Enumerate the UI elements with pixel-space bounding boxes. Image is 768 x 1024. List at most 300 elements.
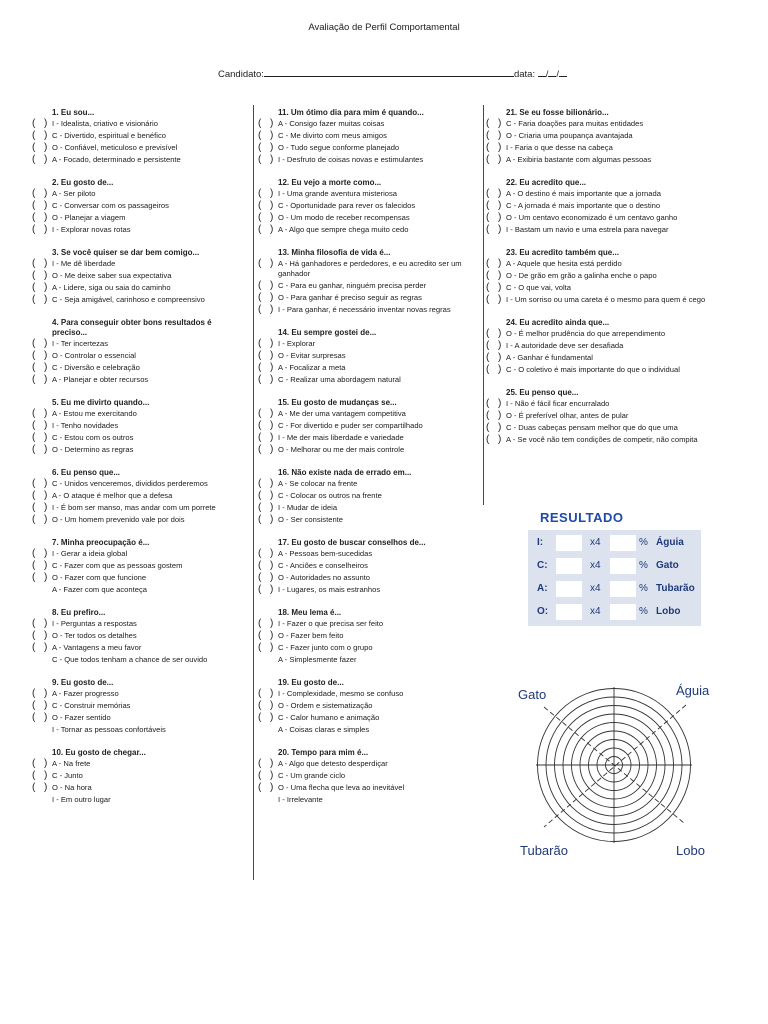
answer-option[interactable] — [32, 142, 247, 154]
answer-box-close[interactable]: ) — [44, 374, 48, 385]
answer-box-open[interactable]: ( — [258, 514, 262, 525]
answer-option[interactable] — [486, 422, 716, 434]
answer-option[interactable] — [32, 688, 247, 700]
answer-box-close[interactable]: ) — [270, 350, 274, 361]
candidate-name-field[interactable] — [264, 67, 514, 77]
answer-box-close[interactable]: ) — [270, 280, 274, 291]
answer-box-close[interactable]: ) — [270, 154, 274, 165]
answer-option[interactable] — [258, 292, 473, 304]
answer-option[interactable] — [258, 118, 473, 130]
answer-box-open[interactable]: ( — [258, 408, 262, 419]
answer-box-open[interactable]: ( — [32, 362, 36, 373]
answer-box-close[interactable]: ) — [270, 420, 274, 431]
answer-option[interactable] — [486, 224, 716, 236]
answer-option[interactable] — [258, 408, 473, 420]
answer-box-open[interactable]: ( — [486, 328, 490, 339]
answer-option[interactable] — [486, 154, 716, 166]
answer-box-open[interactable]: ( — [258, 688, 262, 699]
answer-box-close[interactable]: ) — [270, 338, 274, 349]
answer-box-close[interactable]: ) — [44, 282, 48, 293]
answer-box-open[interactable]: ( — [258, 758, 262, 769]
answer-box-close[interactable]: ) — [44, 432, 48, 443]
answer-option[interactable] — [258, 712, 473, 724]
answer-box-close[interactable]: ) — [270, 200, 274, 211]
percent-input[interactable] — [610, 604, 636, 620]
answer-box-close[interactable]: ) — [270, 258, 274, 269]
answer-box-open[interactable]: ( — [258, 548, 262, 559]
answer-option[interactable] — [258, 514, 473, 526]
answer-option[interactable] — [258, 618, 473, 630]
answer-option[interactable] — [486, 282, 716, 294]
answer-option[interactable] — [32, 514, 247, 526]
answer-option[interactable] — [32, 700, 247, 712]
answer-box-open[interactable]: ( — [486, 270, 490, 281]
answer-option[interactable] — [32, 420, 247, 432]
answer-box-close[interactable]: ) — [498, 340, 502, 351]
answer-box-close[interactable]: ) — [498, 188, 502, 199]
answer-box-close[interactable]: ) — [270, 642, 274, 653]
answer-box-open[interactable]: ( — [486, 410, 490, 421]
answer-box-open[interactable]: ( — [32, 758, 36, 769]
answer-option[interactable] — [32, 770, 247, 782]
answer-box-close[interactable]: ) — [44, 712, 48, 723]
answer-box-close[interactable]: ) — [44, 154, 48, 165]
answer-box-close[interactable]: ) — [270, 292, 274, 303]
answer-box-open[interactable]: ( — [32, 212, 36, 223]
answer-box-close[interactable]: ) — [44, 338, 48, 349]
date-month-field[interactable] — [548, 67, 556, 77]
answer-option[interactable] — [32, 294, 247, 306]
answer-option[interactable] — [32, 212, 247, 224]
answer-option[interactable] — [32, 362, 247, 374]
answer-box-open[interactable]: ( — [32, 782, 36, 793]
answer-box-open[interactable]: ( — [258, 478, 262, 489]
answer-box-close[interactable]: ) — [498, 212, 502, 223]
answer-box-close[interactable]: ) — [44, 502, 48, 513]
answer-option[interactable] — [258, 478, 473, 490]
answer-box-close[interactable]: ) — [498, 434, 502, 445]
answer-box-open[interactable]: ( — [258, 642, 262, 653]
answer-option[interactable] — [486, 434, 716, 446]
answer-option[interactable] — [258, 362, 473, 374]
answer-option[interactable] — [32, 224, 247, 236]
answer-box-close[interactable]: ) — [498, 294, 502, 305]
answer-option[interactable] — [32, 444, 247, 456]
answer-box-close[interactable]: ) — [270, 560, 274, 571]
answer-option[interactable] — [258, 432, 473, 444]
answer-box-open[interactable]: ( — [32, 432, 36, 443]
answer-box-open[interactable]: ( — [32, 712, 36, 723]
answer-box-close[interactable]: ) — [44, 490, 48, 501]
answer-box-open[interactable]: ( — [258, 292, 262, 303]
answer-box-close[interactable]: ) — [270, 770, 274, 781]
answer-option[interactable] — [32, 782, 247, 794]
answer-option[interactable] — [258, 304, 473, 316]
answer-option[interactable] — [32, 188, 247, 200]
answer-box-open[interactable]: ( — [258, 154, 262, 165]
answer-option[interactable] — [258, 130, 473, 142]
answer-box-open[interactable]: ( — [32, 502, 36, 513]
answer-option[interactable] — [32, 374, 247, 386]
answer-box-close[interactable]: ) — [44, 758, 48, 769]
answer-box-open[interactable]: ( — [258, 350, 262, 361]
answer-option[interactable] — [32, 794, 247, 806]
answer-box-open[interactable]: ( — [258, 502, 262, 513]
answer-option[interactable] — [32, 338, 247, 350]
answer-option[interactable] — [258, 420, 473, 432]
score-input[interactable] — [556, 604, 582, 620]
answer-box-open[interactable]: ( — [258, 188, 262, 199]
answer-box-close[interactable]: ) — [498, 142, 502, 153]
answer-box-close[interactable]: ) — [498, 258, 502, 269]
answer-box-open[interactable]: ( — [32, 618, 36, 629]
answer-box-open[interactable]: ( — [258, 130, 262, 141]
answer-option[interactable] — [32, 270, 247, 282]
answer-box-open[interactable]: ( — [32, 154, 36, 165]
answer-option[interactable] — [258, 782, 473, 794]
answer-option[interactable] — [32, 432, 247, 444]
answer-box-close[interactable]: ) — [270, 374, 274, 385]
answer-box-close[interactable]: ) — [270, 782, 274, 793]
answer-box-open[interactable]: ( — [258, 712, 262, 723]
answer-option[interactable] — [258, 200, 473, 212]
answer-option[interactable] — [32, 642, 247, 654]
answer-option[interactable] — [258, 700, 473, 712]
answer-box-open[interactable]: ( — [32, 548, 36, 559]
answer-box-open[interactable]: ( — [258, 200, 262, 211]
answer-box-close[interactable]: ) — [270, 212, 274, 223]
answer-box-open[interactable]: ( — [32, 408, 36, 419]
answer-box-close[interactable]: ) — [270, 408, 274, 419]
answer-option[interactable] — [32, 758, 247, 770]
answer-option[interactable] — [32, 584, 247, 596]
answer-box-close[interactable]: ) — [498, 200, 502, 211]
answer-box-open[interactable]: ( — [32, 130, 36, 141]
answer-option[interactable] — [486, 118, 716, 130]
answer-box-open[interactable]: ( — [486, 340, 490, 351]
answer-box-close[interactable]: ) — [270, 362, 274, 373]
answer-box-close[interactable]: ) — [270, 572, 274, 583]
answer-option[interactable] — [258, 212, 473, 224]
answer-box-close[interactable]: ) — [270, 142, 274, 153]
answer-box-close[interactable]: ) — [44, 350, 48, 361]
answer-option[interactable] — [258, 338, 473, 350]
answer-box-close[interactable]: ) — [44, 362, 48, 373]
answer-option[interactable] — [32, 502, 247, 514]
answer-box-close[interactable]: ) — [44, 130, 48, 141]
percent-input[interactable] — [610, 535, 636, 551]
answer-box-open[interactable]: ( — [258, 280, 262, 291]
answer-option[interactable] — [32, 282, 247, 294]
answer-option[interactable] — [32, 200, 247, 212]
date-day-field[interactable] — [538, 67, 546, 77]
answer-box-open[interactable]: ( — [486, 352, 490, 363]
answer-option[interactable] — [32, 572, 247, 584]
answer-box-open[interactable]: ( — [486, 154, 490, 165]
answer-box-open[interactable]: ( — [486, 364, 490, 375]
answer-option[interactable] — [32, 712, 247, 724]
answer-option[interactable] — [32, 630, 247, 642]
answer-box-close[interactable]: ) — [498, 410, 502, 421]
answer-option[interactable] — [32, 654, 247, 666]
answer-box-close[interactable]: ) — [498, 224, 502, 235]
answer-box-open[interactable]: ( — [32, 560, 36, 571]
answer-option[interactable] — [32, 724, 247, 736]
answer-box-close[interactable]: ) — [44, 258, 48, 269]
answer-box-open[interactable]: ( — [258, 630, 262, 641]
answer-box-close[interactable]: ) — [270, 514, 274, 525]
answer-option[interactable] — [486, 328, 716, 340]
answer-option[interactable] — [258, 548, 473, 560]
answer-box-open[interactable]: ( — [258, 212, 262, 223]
answer-box-close[interactable]: ) — [44, 188, 48, 199]
answer-box-close[interactable]: ) — [270, 444, 274, 455]
answer-box-close[interactable]: ) — [44, 572, 48, 583]
answer-box-close[interactable]: ) — [270, 118, 274, 129]
answer-box-open[interactable]: ( — [32, 142, 36, 153]
answer-option[interactable] — [258, 280, 473, 292]
answer-box-open[interactable]: ( — [486, 422, 490, 433]
answer-option[interactable] — [258, 142, 473, 154]
answer-box-open[interactable]: ( — [32, 770, 36, 781]
answer-box-open[interactable]: ( — [486, 200, 490, 211]
answer-box-close[interactable]: ) — [270, 478, 274, 489]
answer-box-open[interactable]: ( — [32, 490, 36, 501]
answer-option[interactable] — [486, 364, 716, 376]
answer-box-open[interactable]: ( — [486, 118, 490, 129]
answer-option[interactable] — [486, 130, 716, 142]
answer-box-open[interactable]: ( — [258, 118, 262, 129]
answer-box-open[interactable]: ( — [258, 420, 262, 431]
answer-box-close[interactable]: ) — [270, 490, 274, 501]
answer-box-close[interactable]: ) — [44, 270, 48, 281]
answer-box-open[interactable]: ( — [258, 362, 262, 373]
answer-box-close[interactable]: ) — [498, 270, 502, 281]
score-input[interactable] — [556, 558, 582, 574]
answer-box-close[interactable]: ) — [44, 478, 48, 489]
answer-box-open[interactable]: ( — [32, 630, 36, 641]
answer-box-close[interactable]: ) — [498, 398, 502, 409]
answer-box-open[interactable]: ( — [32, 514, 36, 525]
answer-box-close[interactable]: ) — [44, 630, 48, 641]
answer-box-open[interactable]: ( — [258, 304, 262, 315]
answer-option[interactable] — [258, 642, 473, 654]
answer-box-close[interactable]: ) — [270, 700, 274, 711]
answer-box-open[interactable]: ( — [486, 188, 490, 199]
answer-box-close[interactable]: ) — [270, 502, 274, 513]
answer-box-open[interactable]: ( — [258, 572, 262, 583]
answer-box-open[interactable]: ( — [32, 374, 36, 385]
answer-box-open[interactable]: ( — [486, 142, 490, 153]
answer-option[interactable] — [32, 478, 247, 490]
answer-box-close[interactable]: ) — [498, 422, 502, 433]
answer-box-close[interactable]: ) — [44, 444, 48, 455]
answer-box-close[interactable]: ) — [44, 688, 48, 699]
answer-box-close[interactable]: ) — [44, 782, 48, 793]
answer-option[interactable] — [258, 502, 473, 514]
answer-box-close[interactable]: ) — [44, 224, 48, 235]
answer-option[interactable] — [486, 398, 716, 410]
answer-option[interactable] — [32, 548, 247, 560]
answer-box-close[interactable]: ) — [498, 154, 502, 165]
date-year-field[interactable] — [559, 67, 567, 77]
answer-box-open[interactable]: ( — [258, 782, 262, 793]
answer-box-close[interactable]: ) — [498, 118, 502, 129]
answer-option[interactable] — [258, 374, 473, 386]
answer-box-open[interactable]: ( — [258, 374, 262, 385]
answer-box-open[interactable]: ( — [32, 444, 36, 455]
answer-box-open[interactable]: ( — [32, 224, 36, 235]
answer-box-close[interactable]: ) — [270, 618, 274, 629]
answer-box-close[interactable]: ) — [44, 618, 48, 629]
answer-box-open[interactable]: ( — [32, 338, 36, 349]
answer-option[interactable] — [258, 630, 473, 642]
answer-box-open[interactable]: ( — [258, 444, 262, 455]
answer-option[interactable] — [258, 350, 473, 362]
answer-box-close[interactable]: ) — [498, 328, 502, 339]
answer-option[interactable] — [32, 258, 247, 270]
answer-box-close[interactable]: ) — [44, 200, 48, 211]
answer-option[interactable] — [32, 350, 247, 362]
answer-box-open[interactable]: ( — [32, 270, 36, 281]
answer-option[interactable] — [258, 560, 473, 572]
answer-box-close[interactable]: ) — [270, 224, 274, 235]
answer-box-open[interactable]: ( — [32, 258, 36, 269]
answer-box-close[interactable]: ) — [44, 212, 48, 223]
answer-option[interactable] — [32, 490, 247, 502]
answer-option[interactable] — [486, 270, 716, 282]
answer-option[interactable] — [32, 130, 247, 142]
percent-input[interactable] — [610, 558, 636, 574]
answer-box-open[interactable]: ( — [32, 350, 36, 361]
answer-box-close[interactable]: ) — [44, 142, 48, 153]
score-input[interactable] — [556, 535, 582, 551]
answer-box-open[interactable]: ( — [258, 490, 262, 501]
answer-option[interactable] — [258, 770, 473, 782]
answer-option[interactable] — [32, 408, 247, 420]
answer-box-close[interactable]: ) — [44, 294, 48, 305]
answer-box-close[interactable]: ) — [44, 514, 48, 525]
answer-box-close[interactable]: ) — [270, 758, 274, 769]
answer-box-close[interactable]: ) — [270, 304, 274, 315]
answer-box-open[interactable]: ( — [258, 224, 262, 235]
answer-box-close[interactable]: ) — [498, 282, 502, 293]
answer-option[interactable] — [258, 584, 473, 596]
answer-box-open[interactable]: ( — [486, 212, 490, 223]
answer-box-open[interactable]: ( — [32, 700, 36, 711]
answer-box-open[interactable]: ( — [32, 478, 36, 489]
answer-option[interactable] — [258, 572, 473, 584]
answer-box-open[interactable]: ( — [486, 224, 490, 235]
answer-option[interactable] — [258, 490, 473, 502]
answer-box-open[interactable]: ( — [258, 584, 262, 595]
answer-box-close[interactable]: ) — [44, 560, 48, 571]
answer-box-open[interactable]: ( — [258, 770, 262, 781]
answer-option[interactable] — [486, 200, 716, 212]
answer-option-text: A - Planejar e obter recursos — [52, 375, 149, 384]
answer-box-open[interactable]: ( — [32, 294, 36, 305]
answer-box-open[interactable]: ( — [486, 398, 490, 409]
answer-option[interactable] — [486, 258, 716, 270]
answer-option[interactable] — [486, 188, 716, 200]
answer-box-open[interactable]: ( — [32, 642, 36, 653]
answer-box-close[interactable]: ) — [44, 700, 48, 711]
answer-box-close[interactable]: ) — [270, 188, 274, 199]
answer-box-open[interactable]: ( — [32, 118, 36, 129]
answer-box-close[interactable]: ) — [44, 548, 48, 559]
answer-option[interactable] — [32, 560, 247, 572]
answer-option[interactable] — [258, 188, 473, 200]
answer-option[interactable] — [258, 724, 473, 736]
answer-option[interactable] — [258, 688, 473, 700]
answer-box-close[interactable]: ) — [44, 420, 48, 431]
answer-option[interactable] — [258, 154, 473, 166]
answer-option[interactable] — [258, 444, 473, 456]
answer-box-close[interactable]: ) — [270, 130, 274, 141]
answer-box-close[interactable]: ) — [498, 364, 502, 375]
answer-option[interactable] — [486, 340, 716, 352]
answer-box-close[interactable]: ) — [44, 770, 48, 781]
answer-box-close[interactable]: ) — [498, 352, 502, 363]
score-input[interactable] — [556, 581, 582, 597]
answer-box-close[interactable]: ) — [270, 688, 274, 699]
answer-option[interactable] — [258, 794, 473, 806]
answer-box-close[interactable]: ) — [270, 548, 274, 559]
answer-option[interactable] — [486, 212, 716, 224]
answer-box-open[interactable]: ( — [32, 420, 36, 431]
answer-box-open[interactable]: ( — [486, 434, 490, 445]
answer-option[interactable] — [32, 154, 247, 166]
answer-option[interactable] — [258, 654, 473, 666]
answer-box-open[interactable]: ( — [258, 618, 262, 629]
answer-box-open[interactable]: ( — [258, 258, 262, 269]
answer-box-open[interactable]: ( — [486, 130, 490, 141]
answer-box-open[interactable]: ( — [32, 572, 36, 583]
answer-box-open[interactable]: ( — [32, 282, 36, 293]
answer-box-open[interactable]: ( — [258, 700, 262, 711]
answer-option[interactable] — [32, 618, 247, 630]
answer-box-close[interactable]: ) — [270, 630, 274, 641]
answer-box-close[interactable]: ) — [44, 642, 48, 653]
answer-box-open[interactable]: ( — [258, 142, 262, 153]
answer-option[interactable] — [32, 118, 247, 130]
answer-box-open[interactable]: ( — [258, 432, 262, 443]
answer-box-open[interactable]: ( — [486, 258, 490, 269]
answer-box-open[interactable]: ( — [486, 282, 490, 293]
answer-box-open[interactable]: ( — [32, 188, 36, 199]
answer-box-close[interactable]: ) — [270, 584, 274, 595]
answer-box-close[interactable]: ) — [44, 118, 48, 129]
answer-box-close[interactable]: ) — [270, 712, 274, 723]
answer-box-open[interactable]: ( — [258, 338, 262, 349]
answer-option[interactable] — [486, 294, 716, 306]
answer-box-open[interactable]: ( — [486, 294, 490, 305]
answer-option[interactable] — [486, 352, 716, 364]
answer-option[interactable] — [486, 142, 716, 154]
answer-box-close[interactable]: ) — [44, 408, 48, 419]
answer-box-close[interactable]: ) — [498, 130, 502, 141]
answer-box-close[interactable]: ) — [270, 432, 274, 443]
answer-box-open[interactable]: ( — [32, 200, 36, 211]
answer-option[interactable] — [258, 758, 473, 770]
answer-box-open[interactable]: ( — [32, 688, 36, 699]
answer-option-text: A - O ataque é melhor que a defesa — [52, 491, 173, 500]
answer-option[interactable] — [486, 410, 716, 422]
answer-option[interactable] — [258, 224, 473, 236]
percent-input[interactable] — [610, 581, 636, 597]
answer-option[interactable] — [258, 258, 473, 280]
answer-box-open[interactable]: ( — [258, 560, 262, 571]
